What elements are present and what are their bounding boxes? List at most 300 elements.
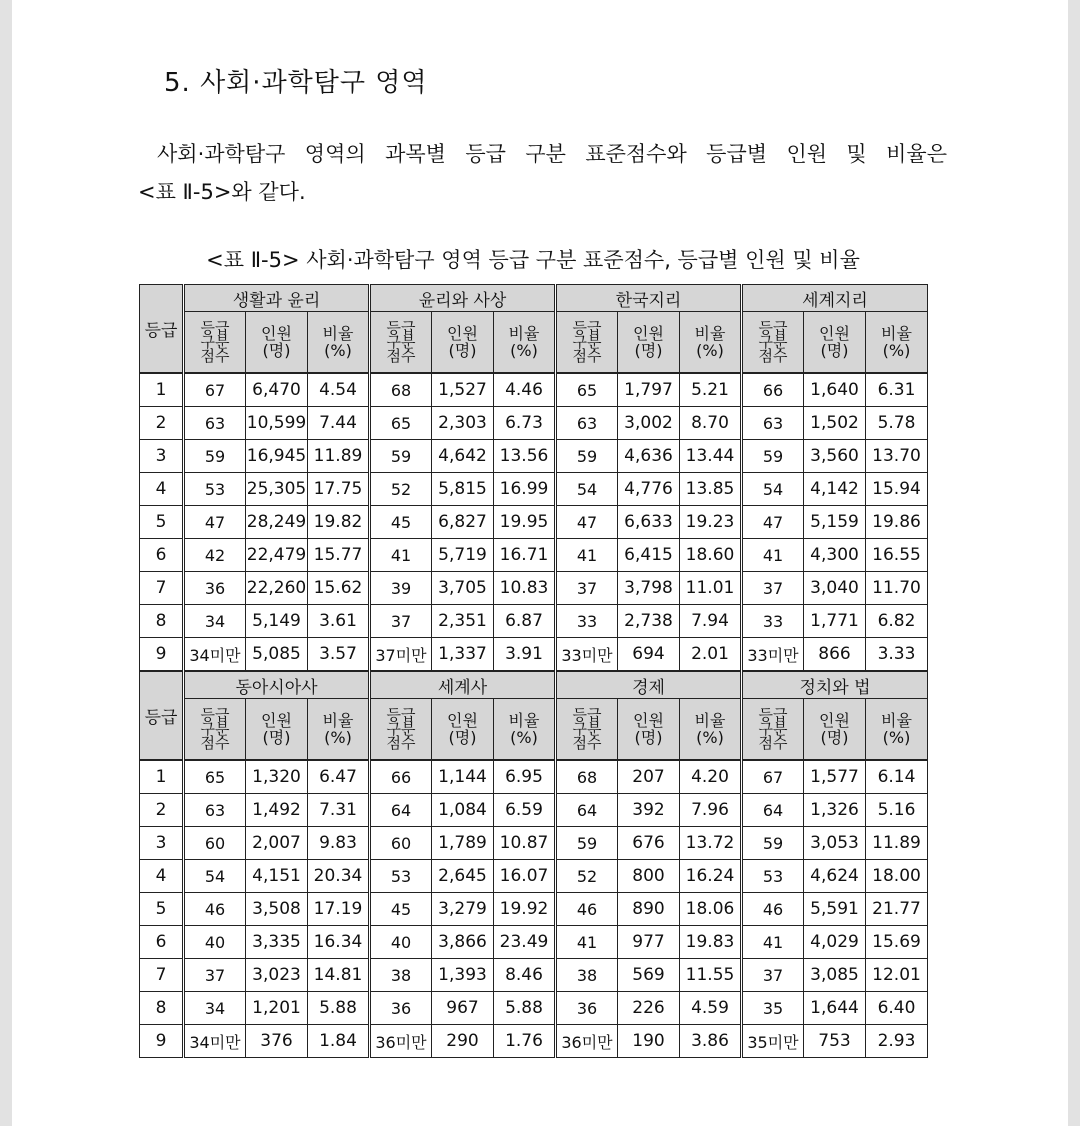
count-cell: 22,479 (246, 539, 308, 572)
ratio-header-line2: (%) (696, 728, 724, 747)
table-row (140, 794, 928, 827)
table-row (140, 926, 928, 959)
ratio-cell: 5.88 (494, 992, 556, 1025)
ratio-cell: 6.47 (308, 760, 370, 794)
ratio-cell: 4.20 (680, 760, 742, 794)
cut-score-cell: 40 (184, 926, 246, 959)
count-header-line2: (명) (448, 341, 477, 360)
ratio-cell: 6.59 (494, 794, 556, 827)
table-row (140, 539, 928, 572)
ratio-header (866, 699, 928, 761)
count-header (246, 312, 308, 374)
count-cell: 290 (432, 1025, 494, 1058)
count-cell: 4,624 (804, 860, 866, 893)
count-cell: 694 (618, 638, 680, 672)
grade-cell: 1 (140, 373, 184, 407)
ratio-cell: 3.61 (308, 605, 370, 638)
cut-score-header-line2: 구분 (386, 719, 416, 738)
count-header-line1: 인원 (633, 711, 664, 730)
count-cell: 1,337 (432, 638, 494, 672)
cut-score-cell: 63 (742, 407, 804, 440)
ratio-header-line1: 비율 (508, 324, 540, 343)
cut-score-cell: 63 (556, 407, 618, 440)
grade-cell: 1 (140, 760, 184, 794)
ratio-header-line2: (%) (510, 341, 538, 360)
cut-score-header (370, 699, 432, 761)
count-cell: 25,305 (246, 473, 308, 506)
count-header (246, 699, 308, 761)
count-header-line1: 인원 (261, 324, 292, 343)
cut-score-cell: 42 (184, 539, 246, 572)
ratio-cell: 12.01 (866, 959, 928, 992)
count-cell: 3,040 (804, 572, 866, 605)
cut-score-cell: 68 (370, 373, 432, 407)
ratio-header (866, 312, 928, 374)
cut-score-cell: 67 (184, 373, 246, 407)
cut-score-cell: 59 (184, 440, 246, 473)
count-header (618, 312, 680, 374)
ratio-header (680, 699, 742, 761)
ratio-cell: 21.77 (866, 893, 928, 926)
count-cell: 3,335 (246, 926, 308, 959)
subject-header: 한국지리 (556, 285, 742, 312)
cut-score-cell: 47 (184, 506, 246, 539)
count-cell: 392 (618, 794, 680, 827)
cut-score-cell: 37미만 (370, 638, 432, 672)
count-header (804, 312, 866, 374)
table-row (140, 760, 928, 794)
count-cell: 4,029 (804, 926, 866, 959)
ratio-cell: 15.62 (308, 572, 370, 605)
ratio-cell: 3.86 (680, 1025, 742, 1058)
cut-score-header-line3: 점수 (200, 346, 230, 365)
ratio-cell: 23.49 (494, 926, 556, 959)
cut-score-cell: 36 (370, 992, 432, 1025)
ratio-cell: 6.87 (494, 605, 556, 638)
cut-score-cell: 46 (556, 893, 618, 926)
cut-score-cell: 37 (184, 959, 246, 992)
cut-score-cell: 34 (184, 605, 246, 638)
count-cell: 3,002 (618, 407, 680, 440)
cut-score-header-line1: 등급 (572, 705, 602, 724)
cut-score-cell: 59 (370, 440, 432, 473)
ratio-cell: 6.95 (494, 760, 556, 794)
cut-score-cell: 64 (370, 794, 432, 827)
cut-score-cell: 46 (742, 893, 804, 926)
cut-score-cell: 59 (556, 440, 618, 473)
cut-score-cell: 63 (184, 794, 246, 827)
count-cell: 207 (618, 760, 680, 794)
ratio-cell: 6.31 (866, 373, 928, 407)
count-cell: 376 (246, 1025, 308, 1058)
cut-score-cell: 65 (370, 407, 432, 440)
table-row (140, 959, 928, 992)
sub-header-row (140, 699, 928, 761)
subject-header: 세계사 (370, 671, 556, 699)
count-cell: 1,644 (804, 992, 866, 1025)
ratio-header-line2: (%) (510, 728, 538, 747)
count-cell: 1,640 (804, 373, 866, 407)
grade-cell: 5 (140, 893, 184, 926)
ratio-cell: 13.85 (680, 473, 742, 506)
ratio-cell: 11.89 (866, 827, 928, 860)
ratio-cell: 16.24 (680, 860, 742, 893)
cut-score-header-line3: 점수 (572, 346, 602, 365)
ratio-cell: 19.92 (494, 893, 556, 926)
ratio-header-line1: 비율 (881, 324, 912, 343)
ratio-cell: 16.34 (308, 926, 370, 959)
count-header-line2: (명) (262, 728, 291, 747)
ratio-cell: 18.00 (866, 860, 928, 893)
ratio-cell: 9.83 (308, 827, 370, 860)
cut-score-cell: 39 (370, 572, 432, 605)
count-cell: 890 (618, 893, 680, 926)
ratio-cell: 3.57 (308, 638, 370, 672)
ratio-cell: 13.72 (680, 827, 742, 860)
cut-score-header-line3: 점수 (758, 733, 788, 752)
cut-score-header (370, 312, 432, 374)
cut-score-header-line1: 등급 (758, 318, 788, 337)
count-cell: 977 (618, 926, 680, 959)
count-cell: 5,159 (804, 506, 866, 539)
ratio-cell: 16.71 (494, 539, 556, 572)
ratio-header-line1: 비율 (508, 711, 540, 730)
ratio-cell: 5.88 (308, 992, 370, 1025)
cut-score-cell: 41 (370, 539, 432, 572)
cut-score-cell: 59 (742, 440, 804, 473)
cut-score-cell: 60 (184, 827, 246, 860)
cut-score-cell: 46 (184, 893, 246, 926)
ratio-header (308, 699, 370, 761)
cut-score-cell: 52 (556, 860, 618, 893)
count-cell: 1,771 (804, 605, 866, 638)
cut-score-cell: 36미만 (556, 1025, 618, 1058)
cut-score-cell: 34미만 (184, 638, 246, 672)
count-cell: 2,007 (246, 827, 308, 860)
grade-cell: 3 (140, 440, 184, 473)
cut-score-header (742, 312, 804, 374)
ratio-cell: 4.54 (308, 373, 370, 407)
ratio-cell: 10.87 (494, 827, 556, 860)
ratio-cell: 6.82 (866, 605, 928, 638)
cut-score-cell: 36 (184, 572, 246, 605)
cut-score-header-line3: 점수 (200, 733, 230, 752)
table-row (140, 992, 928, 1025)
cut-score-header-line1: 등급 (200, 705, 230, 724)
cut-score-cell: 47 (556, 506, 618, 539)
ratio-cell: 15.69 (866, 926, 928, 959)
count-cell: 190 (618, 1025, 680, 1058)
cut-score-cell: 33미만 (742, 638, 804, 672)
ratio-cell: 1.76 (494, 1025, 556, 1058)
count-cell: 4,636 (618, 440, 680, 473)
cut-score-cell: 45 (370, 893, 432, 926)
cut-score-cell: 40 (370, 926, 432, 959)
count-cell: 6,633 (618, 506, 680, 539)
cut-score-header-line2: 구분 (572, 332, 602, 351)
ratio-header-line1: 비율 (694, 324, 726, 343)
ratio-header-line1: 비율 (881, 711, 912, 730)
cut-score-header-line1: 등급 (386, 318, 416, 337)
count-cell: 1,492 (246, 794, 308, 827)
cut-score-header (184, 312, 246, 374)
count-header-line2: (명) (634, 728, 663, 747)
cut-score-cell: 66 (370, 760, 432, 794)
cut-score-cell: 64 (742, 794, 804, 827)
ratio-cell: 14.81 (308, 959, 370, 992)
count-header-line1: 인원 (447, 324, 478, 343)
ratio-cell: 7.44 (308, 407, 370, 440)
count-cell: 6,415 (618, 539, 680, 572)
cut-score-header-line3: 점수 (386, 346, 416, 365)
cut-score-header (742, 699, 804, 761)
count-cell: 3,866 (432, 926, 494, 959)
count-header (618, 699, 680, 761)
count-cell: 3,053 (804, 827, 866, 860)
count-header-line1: 인원 (633, 324, 664, 343)
count-header (804, 699, 866, 761)
ratio-header-line1: 비율 (322, 711, 354, 730)
ratio-cell: 17.75 (308, 473, 370, 506)
count-cell: 2,645 (432, 860, 494, 893)
count-cell: 6,827 (432, 506, 494, 539)
cut-score-cell: 54 (556, 473, 618, 506)
grade-cell: 6 (140, 539, 184, 572)
ratio-cell: 11.55 (680, 959, 742, 992)
ratio-cell: 19.86 (866, 506, 928, 539)
cut-score-cell: 54 (184, 860, 246, 893)
ratio-cell: 6.14 (866, 760, 928, 794)
cut-score-header-line2: 구분 (572, 719, 602, 738)
count-cell: 5,085 (246, 638, 308, 672)
ratio-cell: 3.33 (866, 638, 928, 672)
table-row (140, 860, 928, 893)
count-cell: 569 (618, 959, 680, 992)
cut-score-cell: 33미만 (556, 638, 618, 672)
grade-cell: 6 (140, 926, 184, 959)
count-header-line1: 인원 (447, 711, 478, 730)
ratio-cell: 4.46 (494, 373, 556, 407)
cut-score-header-line1: 등급 (386, 705, 416, 724)
table-row (140, 572, 928, 605)
ratio-header (494, 699, 556, 761)
cut-score-cell: 37 (742, 959, 804, 992)
cut-score-cell: 45 (370, 506, 432, 539)
grade-cell: 2 (140, 794, 184, 827)
ratio-cell: 8.46 (494, 959, 556, 992)
ratio-header-line2: (%) (324, 728, 352, 747)
count-header-line1: 인원 (819, 324, 850, 343)
cut-score-cell: 65 (184, 760, 246, 794)
cut-score-cell: 37 (556, 572, 618, 605)
count-cell: 1,577 (804, 760, 866, 794)
ratio-header-line2: (%) (696, 341, 724, 360)
table-row (140, 638, 928, 672)
cut-score-cell: 41 (742, 539, 804, 572)
cut-score-cell: 37 (742, 572, 804, 605)
count-cell: 1,326 (804, 794, 866, 827)
ratio-header-line1: 비율 (694, 711, 726, 730)
count-cell: 866 (804, 638, 866, 672)
count-header-line2: (명) (820, 728, 849, 747)
cut-score-cell: 66 (742, 373, 804, 407)
ratio-cell: 16.99 (494, 473, 556, 506)
count-cell: 4,151 (246, 860, 308, 893)
count-cell: 1,320 (246, 760, 308, 794)
ratio-cell: 16.07 (494, 860, 556, 893)
ratio-cell: 1.84 (308, 1025, 370, 1058)
subject-header-row (140, 285, 928, 312)
cut-score-cell: 65 (556, 373, 618, 407)
count-cell: 3,508 (246, 893, 308, 926)
count-header-line2: (명) (634, 341, 663, 360)
subject-header: 동아시아사 (184, 671, 370, 699)
grade-cell: 3 (140, 827, 184, 860)
count-cell: 4,142 (804, 473, 866, 506)
ratio-cell: 2.93 (866, 1025, 928, 1058)
ratio-cell: 5.16 (866, 794, 928, 827)
table-row (140, 827, 928, 860)
count-cell: 676 (618, 827, 680, 860)
cut-score-header-line2: 구분 (386, 332, 416, 351)
cut-score-cell: 59 (556, 827, 618, 860)
grade-cell: 7 (140, 572, 184, 605)
count-cell: 1,201 (246, 992, 308, 1025)
count-cell: 226 (618, 992, 680, 1025)
paragraph-line-1: 사회·과학탐구 영역의 과목별 등급 구분 표준점수와 등급별 인원 및 비율은 (157, 142, 947, 166)
grade-table (139, 284, 928, 1058)
cut-score-cell: 52 (370, 473, 432, 506)
subject-header: 윤리와 사상 (370, 285, 556, 312)
cut-score-header-line3: 점수 (572, 733, 602, 752)
count-cell: 5,591 (804, 893, 866, 926)
cut-score-cell: 41 (556, 926, 618, 959)
count-cell: 28,249 (246, 506, 308, 539)
ratio-cell: 19.23 (680, 506, 742, 539)
ratio-header-line2: (%) (882, 728, 911, 747)
count-cell: 2,738 (618, 605, 680, 638)
count-cell: 3,279 (432, 893, 494, 926)
ratio-cell: 10.83 (494, 572, 556, 605)
count-cell: 5,719 (432, 539, 494, 572)
ratio-header (308, 312, 370, 374)
document-page (12, 0, 1068, 1126)
ratio-header-line1: 비율 (322, 324, 354, 343)
cut-score-header (184, 699, 246, 761)
ratio-cell: 6.40 (866, 992, 928, 1025)
cut-score-header-line3: 점수 (758, 346, 788, 365)
count-cell: 753 (804, 1025, 866, 1058)
count-header-line1: 인원 (261, 711, 292, 730)
ratio-cell: 11.89 (308, 440, 370, 473)
cut-score-header-line1: 등급 (758, 705, 788, 724)
cut-score-cell: 41 (742, 926, 804, 959)
cut-score-header-line2: 구분 (200, 719, 230, 738)
cut-score-cell: 67 (742, 760, 804, 794)
count-cell: 2,351 (432, 605, 494, 638)
grade-cell: 4 (140, 860, 184, 893)
cut-score-header-line1: 등급 (200, 318, 230, 337)
cut-score-cell: 64 (556, 794, 618, 827)
count-cell: 967 (432, 992, 494, 1025)
count-cell: 5,815 (432, 473, 494, 506)
ratio-cell: 17.19 (308, 893, 370, 926)
table-row (140, 407, 928, 440)
count-header (432, 699, 494, 761)
ratio-cell: 19.95 (494, 506, 556, 539)
count-cell: 6,470 (246, 373, 308, 407)
cut-score-cell: 34 (184, 992, 246, 1025)
count-header-line1: 인원 (819, 711, 850, 730)
ratio-cell: 13.70 (866, 440, 928, 473)
ratio-cell: 7.94 (680, 605, 742, 638)
table-row (140, 373, 928, 407)
grade-cell: 9 (140, 638, 184, 672)
count-cell: 3,798 (618, 572, 680, 605)
subject-header: 경제 (556, 671, 742, 699)
ratio-cell: 13.44 (680, 440, 742, 473)
cut-score-cell: 47 (742, 506, 804, 539)
count-cell: 16,945 (246, 440, 308, 473)
count-cell: 3,705 (432, 572, 494, 605)
cut-score-cell: 38 (556, 959, 618, 992)
ratio-cell: 19.83 (680, 926, 742, 959)
grade-column-header: 등급 (140, 671, 184, 760)
count-cell: 2,303 (432, 407, 494, 440)
grade-cell: 2 (140, 407, 184, 440)
grade-cell: 8 (140, 605, 184, 638)
table-row (140, 893, 928, 926)
ratio-cell: 20.34 (308, 860, 370, 893)
ratio-header-line2: (%) (882, 341, 911, 360)
cut-score-cell: 33 (742, 605, 804, 638)
cut-score-cell: 60 (370, 827, 432, 860)
count-cell: 4,300 (804, 539, 866, 572)
ratio-header-line2: (%) (324, 341, 352, 360)
subject-header: 정치와 법 (742, 671, 928, 699)
sub-header-row (140, 312, 928, 374)
ratio-cell: 15.77 (308, 539, 370, 572)
count-cell: 1,502 (804, 407, 866, 440)
cut-score-cell: 35 (742, 992, 804, 1025)
ratio-cell: 18.06 (680, 893, 742, 926)
grade-cell: 9 (140, 1025, 184, 1058)
grade-cell: 5 (140, 506, 184, 539)
count-header-line2: (명) (448, 728, 477, 747)
table-row (140, 506, 928, 539)
table-caption: <표 Ⅱ-5> 사회·과학탐구 영역 등급 구분 표준점수, 등급별 인원 및 비율 (206, 248, 860, 272)
ratio-header (494, 312, 556, 374)
cut-score-cell: 63 (184, 407, 246, 440)
count-header-line2: (명) (262, 341, 291, 360)
cut-score-cell: 53 (184, 473, 246, 506)
ratio-cell: 8.70 (680, 407, 742, 440)
cut-score-cell: 34미만 (184, 1025, 246, 1058)
grade-column-header: 등급 (140, 285, 184, 374)
grade-cell: 7 (140, 959, 184, 992)
grade-cell: 4 (140, 473, 184, 506)
cut-score-cell: 37 (370, 605, 432, 638)
cut-score-header (556, 312, 618, 374)
cut-score-cell: 53 (742, 860, 804, 893)
cut-score-cell: 35미만 (742, 1025, 804, 1058)
ratio-cell: 7.31 (308, 794, 370, 827)
section-heading: 5. 사회·과학탐구 영역 (164, 68, 428, 98)
count-header (432, 312, 494, 374)
cut-score-header-line2: 구분 (758, 332, 788, 351)
ratio-cell: 18.60 (680, 539, 742, 572)
paragraph-line-2: <표 Ⅱ-5>와 같다. (138, 180, 306, 204)
